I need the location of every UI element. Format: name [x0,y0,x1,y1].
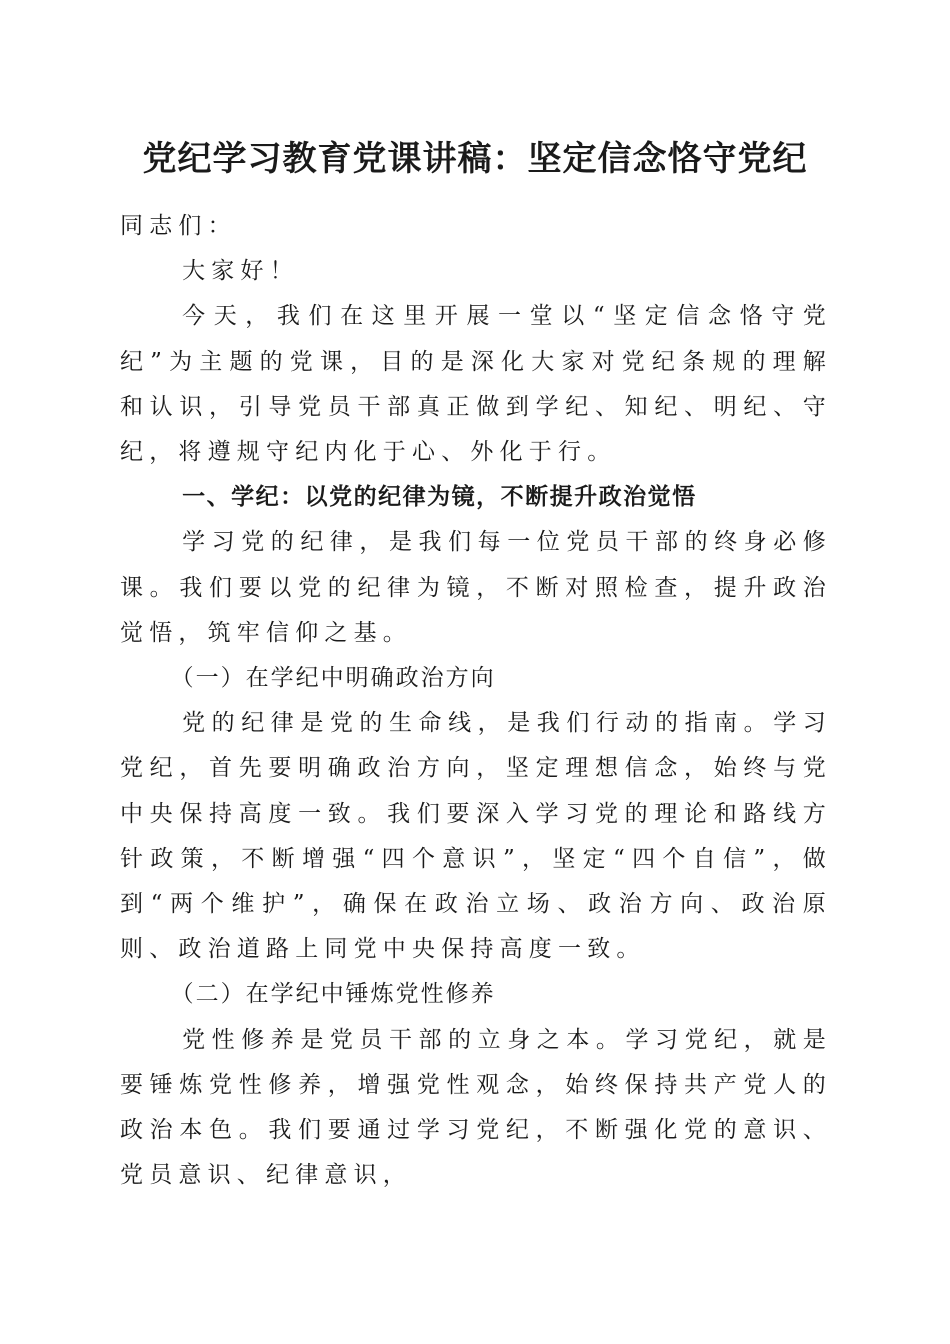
section-1-paragraph: 学习党的纪律，是我们每一位党员干部的终身必修课。我们要以党的纪律为镜，不断对照检查，提升政治觉悟，筑牢信仰之基。 [120,529,832,646]
greeting: 大家好！ [182,258,299,285]
subsection-1-heading: （一）在学纪中明确政治方向 [170,665,496,692]
document-title: 党纪学习教育党课讲稿：坚定信念恪守党纪 [142,139,808,179]
salutation: 同志们： [120,213,237,239]
intro-paragraph: 今天，我们在这里开展一堂以“坚定信念恪守党纪”为主题的党课，目的是深化大家对党纪条规的理解和认识，引导党员干部真正做到学纪、知纪、明纪、守纪，将遵规守纪内化于心、外化于行。 [120,303,832,466]
subsection-2-paragraph: 党性修养是党员干部的立身之本。学习党纪，就是要锤炼党性修养，增强党性观念，始终保持共产党人的政治本色。我们要通过学习党纪，不断强化党的意识、党员意识、纪律意识， [120,1026,832,1189]
subsection-2-heading: （二）在学纪中锤炼党性修养 [170,981,496,1008]
document-body [120,204,832,1198]
subsection-1-paragraph: 党的纪律是党的生命线，是我们行动的指南。学习党纪，首先要明确政治方向，坚定理想信念，始终与党中央保持高度一致。我们要深入学习党的理论和路线方针政策，不断增强“四个意识”，坚定“四个自信”，做到“两个维护”，确保在政治立场、政治方向、政治原则、政治道路上同党中央保持高度一致。 [120,710,832,963]
section-1-heading: 一、学纪：以党的纪律为镜，不断提升政治觉悟 [182,484,697,511]
